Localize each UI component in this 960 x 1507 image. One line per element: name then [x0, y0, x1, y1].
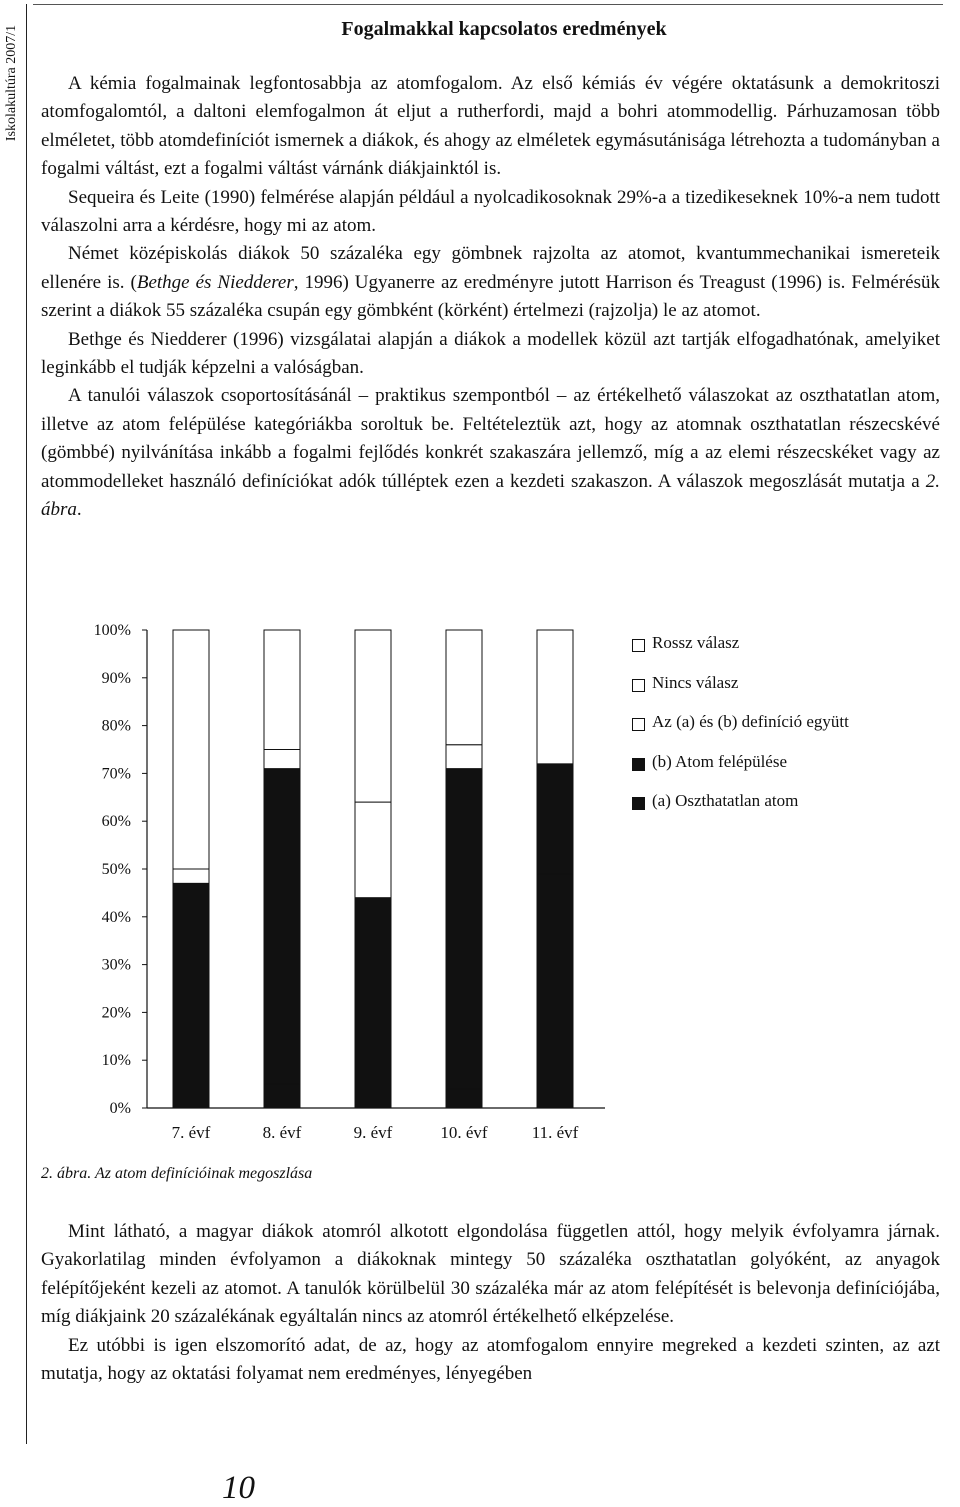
bar-segment: [355, 630, 391, 802]
bar-segment: [537, 764, 573, 874]
y-tick-label: 30%: [101, 956, 131, 974]
text-run: Német középiskolás diákok 50 százaléka egy gömbnek rajzolta az atomot, kvantummechanikai ismereteik ellenére is. (: [41, 243, 940, 293]
paragraph: [41, 1332, 940, 1389]
x-tick-label: 9. évf: [353, 1123, 393, 1142]
legend-swatch: [632, 797, 645, 810]
bar-segment: [537, 874, 573, 1108]
y-tick-label: 60%: [101, 813, 131, 831]
legend-label: Az (a) és (b) definíció együtt: [652, 712, 849, 731]
legend-swatch: [632, 679, 645, 692]
y-tick-label: 50%: [101, 861, 131, 878]
x-tick-label: 10. évf: [440, 1123, 488, 1142]
top-rule: [33, 4, 943, 5]
bar-segment: [446, 769, 482, 1089]
x-tick-label: 8. évf: [262, 1123, 302, 1142]
legend-label: (b) Atom felépülése: [652, 751, 788, 771]
italic-text: Bethge és Niedderer: [136, 271, 294, 293]
bar-segment: [537, 630, 573, 764]
text-run: Sequeira és Leite (1990) felmérése alapján például a nyolcadikosoknak 29%-a a tizedikeseknek 10%-a nem tudott válaszolni arra a kérdésre, hogy mi az atom.: [41, 186, 940, 237]
body-text-top: [41, 70, 940, 525]
paragraph: [41, 1218, 940, 1332]
legend-swatch: [632, 718, 645, 731]
paragraph: [41, 240, 940, 325]
legend-label: (a) Oszthatatlan atom: [652, 791, 799, 810]
bar-segment: [264, 1084, 300, 1108]
text-run: .: [76, 499, 82, 521]
figure-chart: [30, 612, 940, 1162]
paragraph: [41, 184, 940, 241]
bar-segment: [446, 630, 482, 745]
x-tick-label: 11. évf: [531, 1123, 579, 1142]
journal-side-label: Iskolakultúra 2007/1: [4, 24, 19, 142]
section-title: Fogalmakkal kapcsolatos eredmények: [341, 18, 667, 40]
bar-segment: [173, 869, 209, 883]
y-tick-label: 20%: [101, 1004, 131, 1022]
paragraph: [41, 382, 940, 524]
paragraph: [41, 70, 940, 184]
text-run: A kémia fogalmainak legfontosabbja az atomfogalom. Az első kémiás év végére oktatásunk a demokritoszi atomfogalomtól, a daltoni elemfogalmon át eljut a rutherfordi, majd a bohri atommodellig. Párhuzamosan több elméletet, több atomdefiníciót ismernek a diákok, és ahogy az elméletek egymásutánisága létrehozta a tudományban a fogalmi váltást, ezt a fogalmi váltást várnánk diákjainktól is.: [41, 73, 940, 180]
legend-label: Nincs válasz: [652, 672, 739, 692]
text-run: Mint látható, a magyar diákok atomról alkotott elgondolása független attól, hogy melyik évfolyamra járnak. Gyakorlatilag minden évfolyamon a diákoknak mintegy 50 százaléka oszthatatlan golyóként, az anyagok felépítőjeként kezeli az atomot. A tanulók körülbelül 30 százaléka már az atom felépítését is belevonja definíciójába, míg diákjaink 20 százalékának egyáltalán nincs az atomról értékelhető elképzelése.: [41, 1221, 940, 1328]
bar-segment: [446, 745, 482, 769]
paragraph: [41, 326, 940, 383]
bar-segment: [264, 630, 300, 750]
y-tick-label: 70%: [101, 765, 131, 783]
text-run: A tanulói válaszok csoportosításánál – praktikus szempontból – az értékelhető válaszokat az oszthatatlan atom, illetve az atom felépülése kategóriákba soroltuk be. Feltételeztük azt, hogy az atomnak oszthatatlan részecskévé (gömbbé) nyilvánítása inkább a fogalmi fejlődés konkrét szakaszára jellemző, míg a az elemi részecskéket vagy az atommodelleket használó definíciókat adók túlléptek ezen a kezdeti szakaszon. A válaszok megoszlását mutatja a: [41, 385, 940, 492]
page-number: 10: [222, 1470, 255, 1506]
text-run: Bethge és Niedderer (1996) vizsgálatai alapján a diákok a modellek közül azt tartják elfogadhatónak, amelyiket leginkább el tudják képzelni a valóságban.: [41, 328, 940, 379]
bar-segment: [264, 750, 300, 769]
text-run: Ez utóbbi is igen elszomorító adat, de az, hogy az atomfogalom ennyire megreked a kezdeti szinten, az azt mutatja, hogy az oktatási folyamat nem eredményes, lényegében: [41, 1334, 940, 1385]
y-tick-label: 40%: [101, 908, 131, 926]
bar-segment: [355, 802, 391, 898]
bar-segment: [446, 1089, 482, 1108]
legend-label: Rossz válasz: [652, 633, 740, 652]
italic-text: 2. ábra: [41, 470, 940, 521]
legend-swatch: [632, 758, 645, 771]
bar-segment: [355, 898, 391, 1108]
x-tick-label: 7. évf: [171, 1123, 211, 1142]
legend-swatch: [632, 639, 645, 652]
stacked-bar-chart: [30, 612, 940, 1162]
bar-segment: [264, 769, 300, 1084]
figure-caption: 2. ábra. Az atom definícióinak megoszlása: [41, 1165, 313, 1182]
y-tick-label: 0%: [109, 1100, 131, 1117]
body-text-bottom: [41, 1218, 940, 1388]
side-rule: [26, 4, 27, 1444]
y-tick-label: 80%: [101, 717, 131, 735]
bar-segment: [173, 630, 209, 869]
text-run: , 1996) Ugyanerre az eredményre jutott Harrison és Treagust (1996) is. Felmérésük szerint a diákok 55 százaléka csupán egy gömbként (körként) értelmezi (rajzolja) le az atomot.: [41, 271, 940, 322]
bar-segment: [173, 883, 209, 1108]
y-tick-label: 90%: [101, 669, 131, 687]
y-tick-label: 10%: [101, 1052, 131, 1070]
y-tick-label: 100%: [93, 622, 131, 639]
